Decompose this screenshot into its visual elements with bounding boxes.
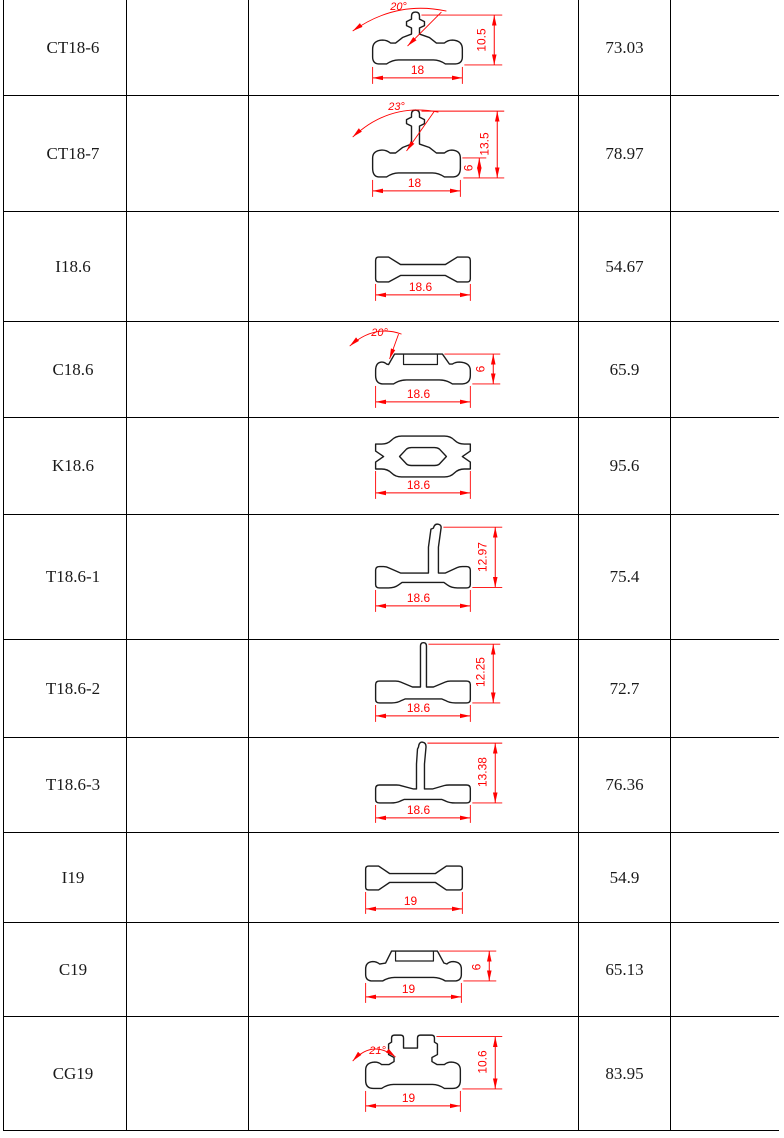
model-label: T18.6-2 bbox=[45, 678, 101, 698]
spec-cell bbox=[127, 1017, 249, 1130]
model-label: CG19 bbox=[52, 1063, 94, 1083]
value-label: 95.6 bbox=[609, 456, 640, 475]
table-row bbox=[4, 418, 779, 515]
drawing-cell bbox=[249, 833, 579, 922]
profile-drawing-ct18-7 bbox=[249, 96, 578, 211]
value-cell bbox=[579, 1017, 671, 1130]
profile-drawing-t18-6-1 bbox=[249, 515, 578, 639]
dim-width: 18 bbox=[410, 62, 425, 77]
table-row bbox=[4, 640, 779, 738]
note-cell bbox=[671, 923, 779, 1016]
model-cell bbox=[4, 833, 127, 922]
dim-height: 12.97 bbox=[475, 541, 490, 572]
value-label: 76.36 bbox=[605, 775, 644, 794]
model-label: C19 bbox=[58, 959, 88, 979]
table-row bbox=[4, 923, 779, 1017]
model-label: CT18-7 bbox=[46, 143, 100, 163]
profile-drawing-i18-6 bbox=[249, 212, 578, 321]
dim-width: 18.6 bbox=[406, 802, 431, 817]
spec-cell bbox=[127, 322, 249, 417]
drawing-cell bbox=[249, 418, 579, 514]
value-label: 65.9 bbox=[609, 359, 640, 379]
model-cell bbox=[4, 1017, 127, 1130]
drawing-cell bbox=[249, 322, 579, 417]
spec-cell bbox=[127, 418, 249, 514]
note-cell bbox=[671, 738, 779, 832]
model-cell bbox=[4, 738, 127, 832]
table-row bbox=[4, 833, 779, 923]
drawing-cell bbox=[249, 1017, 579, 1130]
dim-mid: 6 bbox=[461, 164, 476, 171]
dim-angle: 20° bbox=[390, 0, 407, 13]
dim-height: 12.25 bbox=[473, 656, 488, 687]
model-cell bbox=[4, 0, 127, 95]
note-cell bbox=[671, 0, 779, 95]
profile-drawing-t18-6-2 bbox=[249, 640, 578, 737]
dim-angle: 21° bbox=[369, 1044, 386, 1057]
table-row bbox=[4, 96, 779, 212]
dim-height: 6 bbox=[469, 963, 484, 970]
model-label: T18.6-3 bbox=[45, 775, 101, 794]
drawing-cell bbox=[249, 515, 579, 639]
table-row bbox=[4, 0, 779, 96]
table-row bbox=[4, 212, 779, 322]
note-cell bbox=[671, 322, 779, 417]
profile-drawing-cg19 bbox=[249, 1017, 578, 1130]
note-cell bbox=[671, 418, 779, 514]
profile-table bbox=[3, 0, 779, 1131]
value-cell bbox=[579, 96, 671, 211]
value-cell bbox=[579, 0, 671, 95]
value-label: 73.03 bbox=[605, 37, 644, 57]
value-cell bbox=[579, 640, 671, 737]
value-cell bbox=[579, 833, 671, 922]
dim-height: 6 bbox=[473, 365, 488, 372]
value-label: 83.95 bbox=[605, 1063, 644, 1083]
note-cell bbox=[671, 212, 779, 321]
model-cell bbox=[4, 515, 127, 639]
note-cell bbox=[671, 1017, 779, 1130]
dim-angle: 23° bbox=[388, 100, 405, 113]
note-cell bbox=[671, 833, 779, 922]
model-label: K18.6 bbox=[51, 456, 95, 475]
table-row bbox=[4, 1017, 779, 1131]
value-cell bbox=[579, 923, 671, 1016]
dim-angle: 20° bbox=[371, 326, 388, 339]
dim-width: 18.6 bbox=[408, 279, 433, 294]
spec-cell bbox=[127, 96, 249, 211]
table-row bbox=[4, 322, 779, 418]
model-cell bbox=[4, 418, 127, 514]
profile-drawing-c18-6 bbox=[249, 322, 578, 417]
model-label: CT18-6 bbox=[46, 37, 100, 57]
profile-drawing-c19 bbox=[249, 923, 578, 1016]
dim-width: 18.6 bbox=[406, 477, 431, 492]
note-cell bbox=[671, 515, 779, 639]
dim-height: 13.38 bbox=[475, 756, 490, 787]
profile-drawing-t18-6-3 bbox=[249, 738, 578, 832]
value-cell bbox=[579, 322, 671, 417]
value-label: 75.4 bbox=[609, 567, 640, 586]
model-label: I19 bbox=[61, 867, 85, 887]
note-cell bbox=[671, 640, 779, 737]
dim-height: 13.5 bbox=[477, 131, 492, 156]
value-cell bbox=[579, 738, 671, 832]
spec-cell bbox=[127, 212, 249, 321]
spec-cell bbox=[127, 738, 249, 832]
model-cell bbox=[4, 322, 127, 417]
drawing-cell bbox=[249, 738, 579, 832]
value-label: 54.9 bbox=[609, 867, 640, 887]
spec-cell bbox=[127, 0, 249, 95]
model-label: C18.6 bbox=[52, 359, 94, 379]
drawing-cell bbox=[249, 640, 579, 737]
dim-width: 19 bbox=[403, 893, 418, 908]
spec-cell bbox=[127, 515, 249, 639]
model-label: I18.6 bbox=[55, 256, 91, 276]
model-cell bbox=[4, 640, 127, 737]
note-cell bbox=[671, 96, 779, 211]
dim-height: 10.6 bbox=[475, 1049, 490, 1074]
table-row bbox=[4, 738, 779, 833]
drawing-cell bbox=[249, 96, 579, 211]
dim-width: 18.6 bbox=[406, 590, 431, 605]
dim-width: 19 bbox=[401, 1090, 416, 1105]
dim-width: 18 bbox=[407, 175, 422, 190]
value-label: 72.7 bbox=[609, 678, 640, 698]
table-row bbox=[4, 515, 779, 640]
drawing-cell bbox=[249, 212, 579, 321]
profile-drawing-ct18-6 bbox=[249, 0, 578, 95]
value-cell bbox=[579, 515, 671, 639]
value-label: 65.13 bbox=[605, 959, 644, 979]
drawing-cell bbox=[249, 923, 579, 1016]
spec-cell bbox=[127, 640, 249, 737]
value-label: 78.97 bbox=[605, 143, 644, 163]
model-cell bbox=[4, 212, 127, 321]
dim-width: 18.6 bbox=[406, 700, 431, 715]
model-label: T18.6-1 bbox=[45, 567, 101, 586]
spec-cell bbox=[127, 923, 249, 1016]
value-cell bbox=[579, 418, 671, 514]
spec-cell bbox=[127, 833, 249, 922]
profile-drawing-k18-6 bbox=[249, 418, 578, 514]
model-cell bbox=[4, 96, 127, 211]
dim-width: 18.6 bbox=[406, 386, 431, 401]
dim-height: 10.5 bbox=[474, 27, 489, 52]
value-label: 54.67 bbox=[605, 256, 644, 276]
drawing-cell bbox=[249, 0, 579, 95]
dim-width: 19 bbox=[401, 981, 416, 996]
value-cell bbox=[579, 212, 671, 321]
model-cell bbox=[4, 923, 127, 1016]
profile-drawing-i19 bbox=[249, 833, 578, 922]
